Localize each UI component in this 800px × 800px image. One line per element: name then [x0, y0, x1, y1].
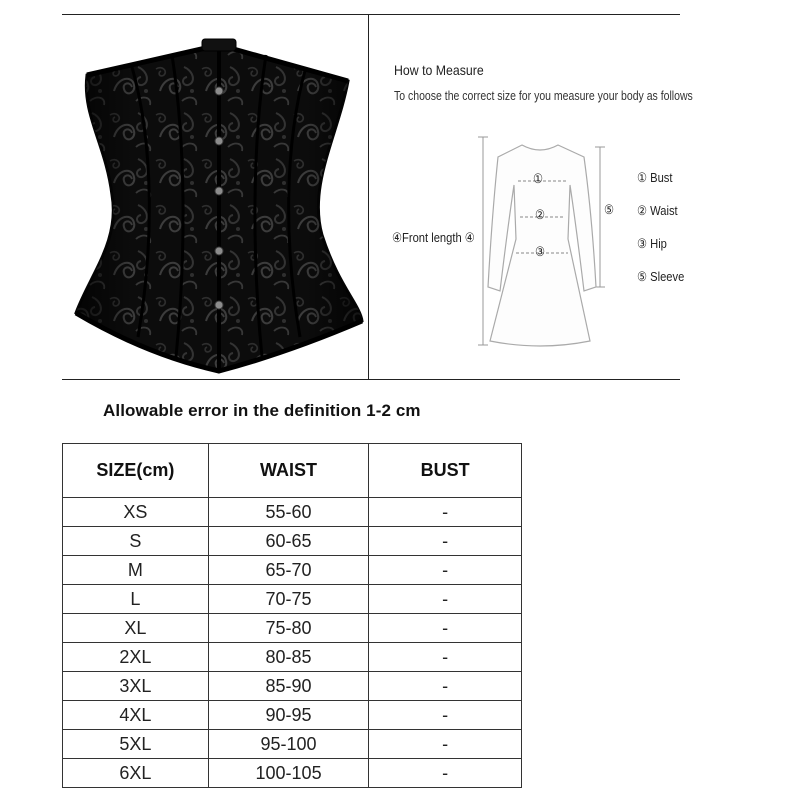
- header-bust: BUST: [369, 444, 522, 498]
- header-waist: WAIST: [208, 444, 369, 498]
- waist-cell: 70-75: [208, 585, 369, 614]
- size-cell: XS: [63, 498, 209, 527]
- bust-cell: -: [369, 614, 522, 643]
- legend-hip: ③ Hip: [637, 236, 667, 251]
- bust-cell: -: [369, 672, 522, 701]
- dress-diagram: [370, 15, 680, 379]
- table-row: [63, 614, 522, 643]
- size-cell: XL: [63, 614, 209, 643]
- measure-subtitle: To choose the correct size for you measure your body as follows: [394, 89, 693, 103]
- bust-cell: -: [369, 556, 522, 585]
- waist-cell: 75-80: [208, 614, 369, 643]
- table-row: [63, 759, 522, 788]
- marker-bust: ①: [533, 171, 544, 186]
- bust-cell: -: [369, 643, 522, 672]
- marker-waist: ②: [535, 207, 546, 222]
- table-row: [63, 498, 522, 527]
- bust-cell: -: [369, 759, 522, 788]
- marker-hip: ③: [535, 244, 546, 259]
- marker-sleeve: ⑤: [604, 202, 615, 217]
- bust-cell: -: [369, 498, 522, 527]
- legend-bust: ① Bust: [637, 170, 673, 185]
- table-row: [63, 643, 522, 672]
- waist-cell: 55-60: [208, 498, 369, 527]
- table-row: [63, 527, 522, 556]
- allowable-error-note: Allowable error in the definition 1-2 cm: [103, 401, 421, 420]
- legend-sleeve: ⑤ Sleeve: [637, 269, 685, 284]
- table-row: [63, 730, 522, 759]
- size-cell: 5XL: [63, 730, 209, 759]
- size-cell: L: [63, 585, 209, 614]
- table-row: [63, 701, 522, 730]
- waist-cell: 95-100: [208, 730, 369, 759]
- waist-cell: 80-85: [208, 643, 369, 672]
- table-row: [63, 585, 522, 614]
- measure-title: How to Measure: [394, 62, 484, 78]
- header-size: SIZE(cm): [63, 444, 209, 498]
- size-cell: 4XL: [63, 701, 209, 730]
- waist-cell: 85-90: [208, 672, 369, 701]
- measure-guide: [370, 15, 693, 379]
- bottom-border: [62, 379, 680, 380]
- waist-cell: 60-65: [208, 527, 369, 556]
- size-chart-table: [62, 443, 522, 788]
- waist-cell: 65-70: [208, 556, 369, 585]
- table-row: [63, 672, 522, 701]
- panel-divider: [368, 14, 369, 380]
- product-image-area: [62, 15, 367, 379]
- top-panel: [62, 14, 693, 380]
- table-header-row: [63, 444, 522, 498]
- size-cell: M: [63, 556, 209, 585]
- waist-cell: 90-95: [208, 701, 369, 730]
- size-cell: S: [63, 527, 209, 556]
- table-row: [63, 556, 522, 585]
- bust-cell: -: [369, 527, 522, 556]
- size-cell: 2XL: [63, 643, 209, 672]
- size-cell: 6XL: [63, 759, 209, 788]
- bust-cell: -: [369, 585, 522, 614]
- size-cell: 3XL: [63, 672, 209, 701]
- waist-cell: 100-105: [208, 759, 369, 788]
- legend-waist: ② Waist: [637, 203, 678, 218]
- corset-image: [62, 15, 367, 379]
- bust-cell: -: [369, 701, 522, 730]
- bust-cell: -: [369, 730, 522, 759]
- front-length-label: ④Front length ④: [392, 230, 475, 245]
